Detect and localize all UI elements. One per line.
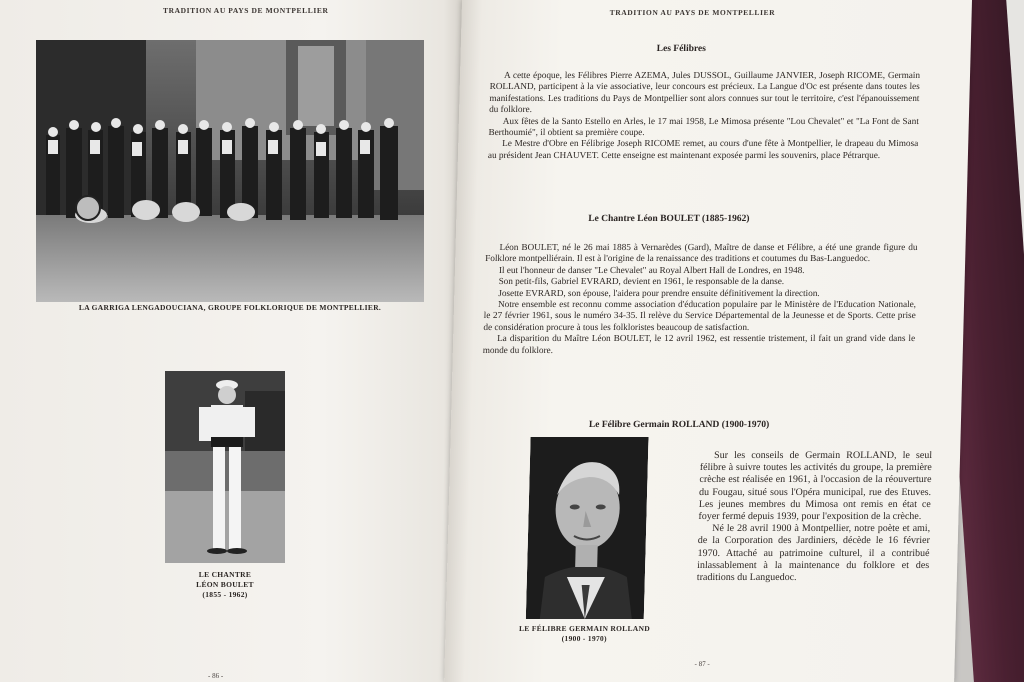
leon-boulet-portrait-image <box>165 371 285 563</box>
running-head-left: TRADITION AU PAYS DE MONTPELLIER <box>163 6 329 15</box>
caption-line: LE FÉLIBRE GERMAIN ROLLAND <box>518 624 651 633</box>
section-body-leon-boulet <box>483 242 918 356</box>
section-body-felibres <box>488 70 920 161</box>
section-title-leon-boulet: Le Chantre Léon BOULET (1885-1962) <box>588 214 750 224</box>
caption-line: LÉON BOULET <box>196 580 254 589</box>
page-number-left: - 86 - <box>208 672 224 680</box>
section-body-germain-rolland <box>697 450 933 584</box>
right-page <box>444 0 972 682</box>
group-photo-caption: LA GARRIGA LENGADOUCIANA, GROUPE FOLKLORIQUE DE MONTPELLIER. <box>78 303 382 312</box>
paragraph: Le Mestre d'Obre en Félibrige Joseph RICOME remet, au cours d'une fête à Montpellier, le drapeau du Mimosa au président Jean CHAUVET. Cette enseigne est maintenant exposée parmi les souvenirs, place Pétrarque. <box>487 138 919 160</box>
left-page <box>0 0 462 682</box>
group-photo <box>36 40 424 302</box>
caption-line: (1900 - 1970) <box>561 634 607 643</box>
paragraph: La disparition du Maître Léon BOULET, le 12 avril 1962, est ressentie tristement, il fait un grand vide dans le monde du folklore. <box>482 333 916 355</box>
paragraph: Son petit-fils, Gabriel EVRARD, devient en 1961, le responsable de la danse. <box>498 276 785 287</box>
paragraph: Sur les conseils de Germain ROLLAND, le seul félibre à suivre toutes les activités du groupe, la première crèche est réalisée en 1961, à l'occasion de la réouverture du Fougau, situé sous l'Opéra municipal, rue des Etuves. Les jeunes membres du Mimosa ont remis en état ce foyer fermé depuis 1939, pour l'exposition de la crèche. <box>698 450 933 523</box>
germain-rolland-portrait-image <box>526 437 649 619</box>
paragraph: Né le 28 avril 1900 à Montpellier, notre poète et ami, de la Corporation des Jardiniers, décède le 16 février 1970. Attaché au patrimoine culturel, il a contribué inlassablement à la maintenance du folklore et des traditions du Languedoc. <box>696 523 931 584</box>
running-head-right: TRADITION AU PAYS DE MONTPELLIER <box>609 8 776 17</box>
leon-boulet-portrait <box>165 371 285 563</box>
paragraph: Josette EVRARD, son épouse, l'aidera pour prendre ensuite définitivement la direction. <box>498 287 820 298</box>
paragraph: Notre ensemble est reconnu comme association d'éducation populaire par le Ministère de l'Education Nationale, le 27 février 1961, sous le numéro 34-35. Il relève du Service Départemental de la Jeunesse et de Sports. Cette prise de considération procure à tous les folkloristes beaucoup de satisfaction. <box>483 299 917 332</box>
section-title-felibres: Les Félibres <box>656 44 707 54</box>
paragraph: Il eut l'honneur de danser "Le Chevalet" au Royal Albert Hall de Londres, en 1948. <box>498 264 805 275</box>
paragraph: Léon BOULET, né le 26 mai 1885 à Vernarèdes (Gard), Maître de danse et Félibre, a été une grande figure du Folklore montpelliérain. Il est à l'origine de la renaissance des traditions et coutumes du Bas-Languedoc. <box>485 242 918 264</box>
caption-line: (1855 - 1962) <box>202 590 248 599</box>
group-photo-image <box>36 40 424 302</box>
paragraph: Aux fêtes de la Santo Estello en Arles, le 17 mai 1958, Le Mimosa présente "Lou Chevalet" et "La Font de Sant Berthoumié", il obtient sa première coupe. <box>488 115 919 138</box>
page-number-right: - 87 - <box>694 660 710 668</box>
section-title-germain-rolland: Le Félibre Germain ROLLAND (1900-1970) <box>588 420 770 430</box>
germain-rolland-portrait <box>526 437 649 619</box>
leon-boulet-caption <box>165 570 285 600</box>
caption-line: LE CHANTRE <box>198 570 252 579</box>
paragraph: A cette époque, les Félibres Pierre AZEMA, Jules DUSSOL, Guillaume JANVIER, Joseph RICOME, Germain ROLLAND, participent à la vie associative, leur concours est précieux. La Langue d'Oc est présente dans toutes les manifestations. Les traditions du Pays de Montpellier sont alors connues sur tout le territoire, c'est l'épanouissement du folklore. <box>489 70 921 115</box>
germain-rolland-caption <box>501 624 668 644</box>
